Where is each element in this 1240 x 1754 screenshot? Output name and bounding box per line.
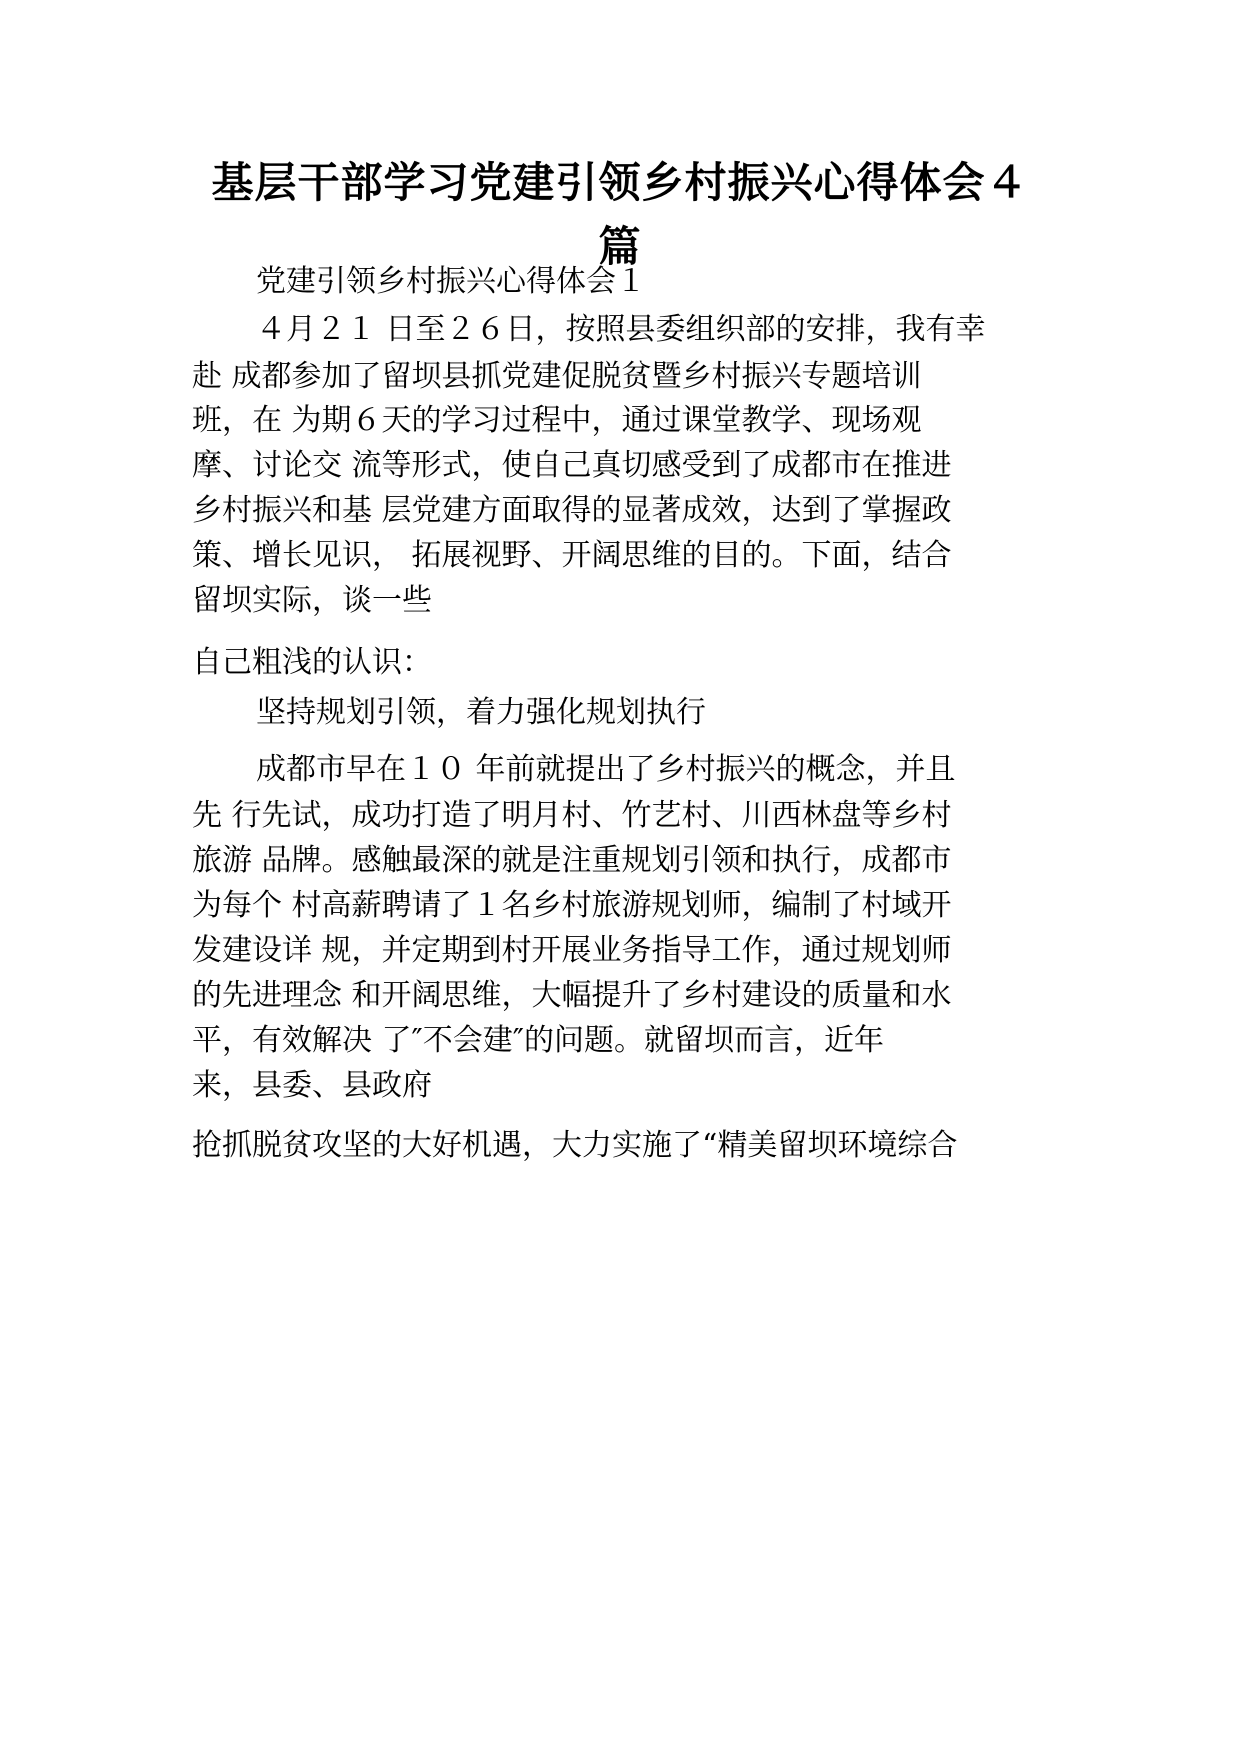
body-line: 班，在 为期６天的学习过程中，通过课堂教学、现场观 [192,403,922,438]
body-line: 策、增长见识， 拓展视野、开阔思维的目的。下面，结合 [192,538,952,573]
body-line: 平，有效解决 了″不会建″的问题。就留坝而言，近年 [192,1023,884,1058]
body-line: 留坝实际，谈一些 [192,583,432,618]
body-line: 乡村振兴和基 层党建方面取得的显著成效，达到了掌握政 [192,493,952,528]
body-line: 发建设详 规，并定期到村开展业务指导工作，通过规划师 [192,933,952,968]
body-line: 先 行先试，成功打造了明月村、竹艺村、川西林盘等乡村 [192,798,952,833]
body-line: 赴 成都参加了留坝县抓党建促脱贫暨乡村振兴专题培训 [192,359,922,394]
body-line: 的先进理念 和开阔思维，大幅提升了乡村建设的质量和水 [192,978,952,1013]
section-heading: 坚持规划引领，着力强化规划执行 [256,695,706,730]
body-line: 抢抓脱贫攻坚的大好机遇，大力实施了“精美留坝环境综合 [192,1128,958,1163]
body-line: 摩、讨论交 流等形式，使自己真切感受到了成都市在推进 [192,448,952,483]
body-line: 旅游 品牌。感触最深的就是注重规划引领和执行，成都市 [192,843,952,878]
document-title-line-1: 基层干部学习党建引领乡村振兴心得体会４ [211,158,1029,207]
body-line: 来，县委、县政府 [192,1068,432,1103]
body-line: 成都市早在１０ 年前就提出了乡村振兴的概念，并且 [256,752,956,787]
document-title-line-2: 篇 [598,222,642,271]
body-line: 自己粗浅的认识： [192,645,432,680]
body-line: ４月２１ 日至２６日，按照县委组织部的安排，我有幸 [256,312,986,347]
section-heading: 党建引领乡村振兴心得体会１ [256,264,646,299]
body-line: 为每个 村高薪聘请了１名乡村旅游规划师，编制了村域开 [192,888,952,923]
